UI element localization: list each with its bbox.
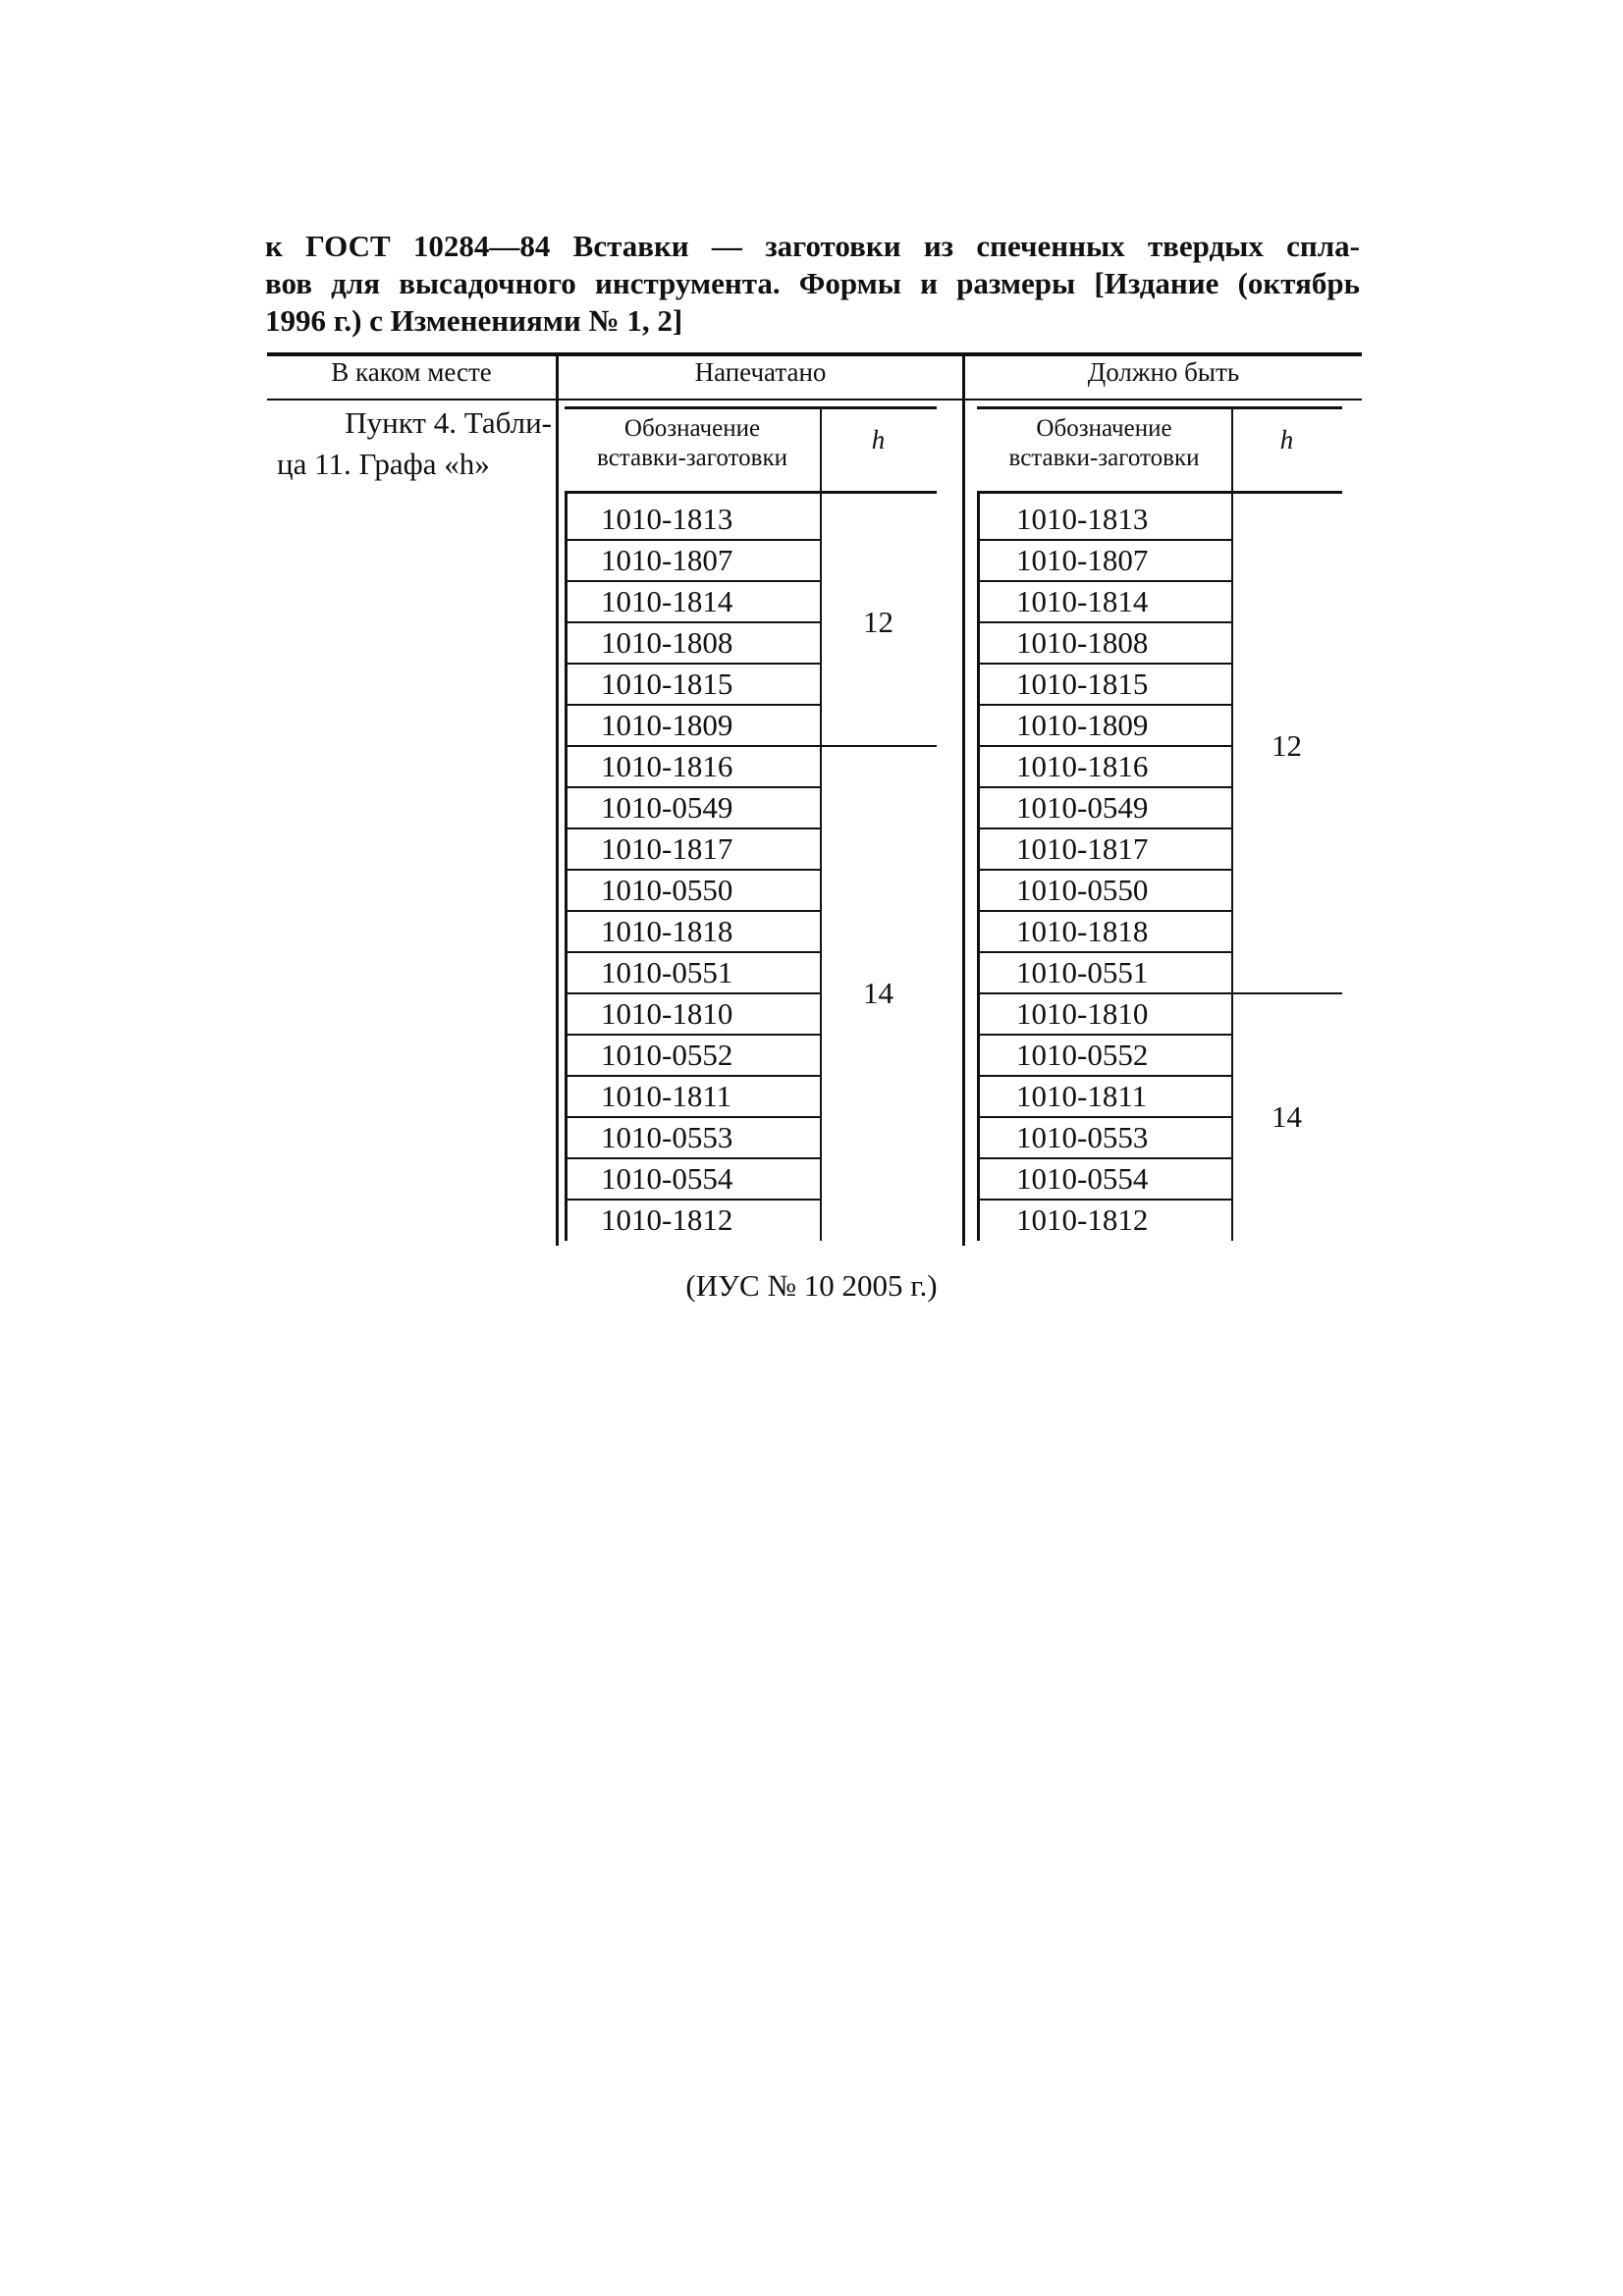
correct-code-cell: 1010-1817 [1016,831,1149,866]
correct-h-value: 12 [1271,728,1302,763]
printed-subheader-top-rule [565,406,937,409]
correct-designation-header-line-1: Обозначение [1036,415,1172,442]
correct-code-cell: 1010-1813 [1016,502,1149,536]
correct-subheader-bottom-rule [977,491,1342,494]
document-title [265,228,1360,340]
printed-code-cell: 1010-1808 [601,625,733,660]
place-line-1: Пункт 4. Табли- [345,405,552,440]
correct-designation-header-line-2: вставки-заготовки [1008,445,1200,471]
header-bottom-rule [267,399,1362,400]
place-line-2: ца 11. Графа «h» [277,447,490,481]
printed-code-cell: 1010-1815 [601,667,733,701]
correct-code-cell: 1010-1816 [1016,749,1149,783]
place-reference [277,402,552,485]
printed-designation-header [565,414,820,473]
printed-h-value: 14 [863,976,893,1010]
column-divider-2 [962,354,965,1246]
printed-code-cell: 1010-1816 [601,749,733,783]
printed-code-cell: 1010-1817 [601,831,733,866]
footer-note: (ИУС № 10 2005 г.) [685,1268,938,1303]
correct-code-cell: 1010-0552 [1016,1038,1149,1072]
printed-designation-header-line-2: вставки-заготовки [597,445,787,471]
printed-code-cell: 1010-1814 [601,584,733,618]
correct-code-cell: 1010-0554 [1016,1161,1149,1196]
printed-code-cell: 1010-0552 [601,1038,733,1072]
correct-h-value: 14 [1271,1099,1302,1134]
table-top-rule [267,352,1362,356]
col-header-should-be: Должно быть [1087,357,1240,387]
printed-subheader-bottom-rule [565,491,937,494]
correct-code-cell: 1010-1814 [1016,584,1149,618]
correct-code-cell: 1010-1812 [1016,1202,1149,1237]
title-line-3: 1996 г.) с Изменениями № 1, 2] [265,303,683,338]
printed-code-cell: 1010-1807 [601,543,733,577]
correct-code-cell: 1010-1815 [1016,667,1149,701]
correct-code-cell: 1010-0553 [1016,1120,1149,1154]
printed-code-cell: 1010-0549 [601,790,733,825]
correct-code-cell: 1010-1807 [1016,543,1149,577]
correct-code-cell: 1010-1808 [1016,625,1149,660]
printed-code-cell: 1010-1813 [601,502,733,536]
correct-code-cell: 1010-1818 [1016,914,1149,948]
correct-code-cell: 1010-1810 [1016,996,1149,1031]
correct-h-header: h [1279,425,1294,454]
printed-code-cell: 1010-1811 [601,1079,732,1113]
correct-code-cell: 1010-1809 [1016,708,1149,742]
printed-h-value: 12 [863,605,893,639]
printed-code-cell: 1010-0554 [601,1161,733,1196]
correct-code-cell: 1010-1811 [1016,1079,1148,1113]
col-header-where: В каком месте [331,357,492,387]
column-divider-1 [556,354,559,1246]
correct-code-cell: 1010-0550 [1016,873,1149,907]
correct-designation-header [977,414,1231,473]
printed-code-cell: 1010-1809 [601,708,733,742]
printed-h-header: h [871,425,886,454]
printed-left-rule [565,491,568,1241]
printed-code-cell: 1010-1810 [601,996,733,1031]
title-line-2: вов для высадочного инструмента. Формы и размеры [Издание (октябрь [265,266,1360,300]
correct-code-cell: 1010-0549 [1016,790,1149,825]
correct-left-rule [977,491,980,1241]
printed-designation-header-line-1: Обозначение [623,415,761,442]
correct-subheader-top-rule [977,406,1342,409]
printed-code-cell: 1010-0550 [601,873,733,907]
printed-code-cell: 1010-0551 [601,955,733,989]
printed-code-cell: 1010-1818 [601,914,733,948]
printed-code-cell: 1010-0553 [601,1120,733,1154]
printed-code-cell: 1010-1812 [601,1202,733,1237]
title-line-1: к ГОСТ 10284—84 Вставки — заготовки из спеченных твердых спла- [265,229,1360,263]
col-header-printed: Напечатано [694,357,827,387]
correct-code-cell: 1010-0551 [1016,955,1149,989]
